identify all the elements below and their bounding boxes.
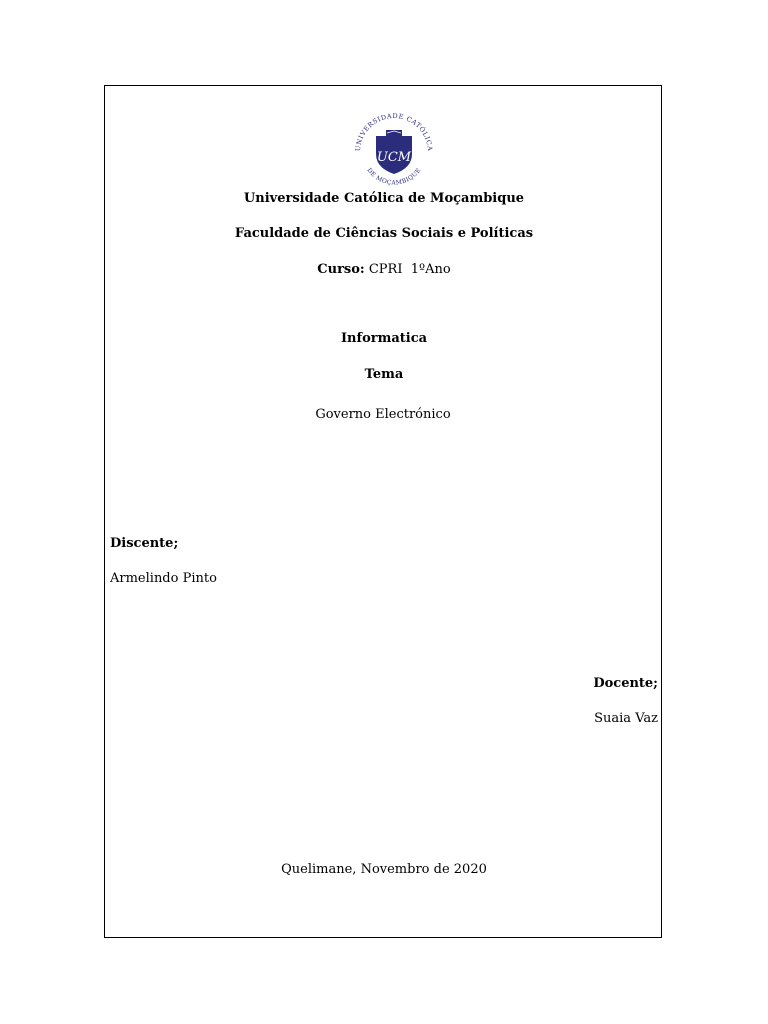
university-seal-logo [348,110,440,188]
svg-text:DE MOÇAMBIQUE: DE MOÇAMBIQUE [365,166,423,187]
student-label: Discente; [110,536,179,551]
svg-text:UNIVERSIDADE CATÓLICA: UNIVERSIDADE CATÓLICA [353,111,435,152]
course-label: Curso: [317,262,365,277]
place-date: Quelimane, Novembro de 2020 [281,862,487,877]
theme-label: Tema [364,367,404,382]
faculty-name: Faculdade de Ciências Sociais e Políticas [234,226,534,241]
subject-title: Informatica [340,331,428,346]
course-value: CPRI 1ºAno [368,262,451,277]
university-name: Universidade Católica de Moçambique [243,191,525,206]
student-name: Armelindo Pinto [110,571,217,586]
page-border [104,85,662,938]
course-line [0,262,768,278]
svg-text:UCM: UCM [376,150,412,165]
teacher-name: Suaia Vaz [594,711,658,726]
theme-value: Governo Electrónico [315,407,451,422]
teacher-label: Docente; [593,676,658,691]
